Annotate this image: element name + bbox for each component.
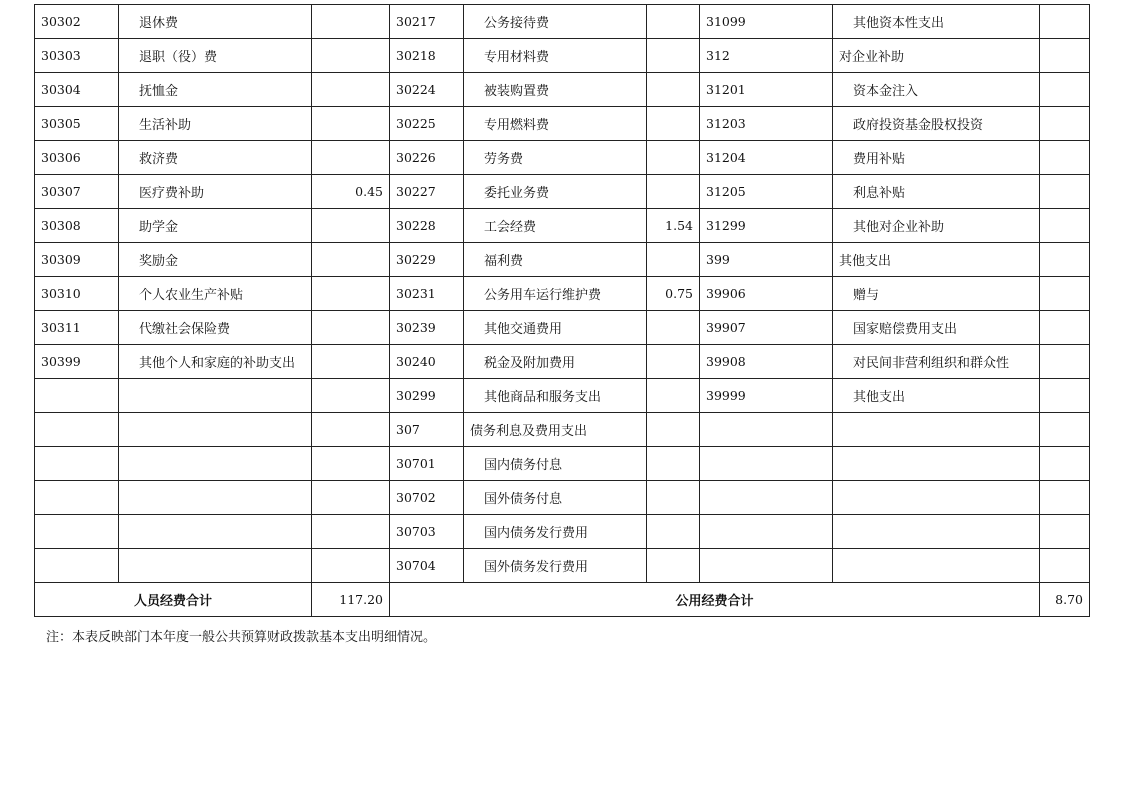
amount-cell (1040, 447, 1090, 481)
subject-code-cell (35, 379, 119, 413)
subject-name-cell: 公务接待费 (464, 5, 647, 39)
amount-cell (312, 243, 390, 277)
subject-code-cell (35, 447, 119, 481)
subject-code-cell: 31299 (700, 209, 833, 243)
subject-name-cell (833, 447, 1040, 481)
amount-cell (647, 549, 700, 583)
subject-name-cell: 其他交通费用 (464, 311, 647, 345)
amount-cell (647, 413, 700, 447)
table-row (35, 549, 1090, 583)
table-note: 注：本表反映部门本年度一般公共预算财政拨款基本支出明细情况。 (46, 630, 437, 645)
table-row (35, 141, 1090, 175)
subject-name-cell: 利息补贴 (833, 175, 1040, 209)
amount-cell (1040, 549, 1090, 583)
subject-code-cell: 30302 (35, 5, 119, 39)
personnel-total-label: 人员经费合计 (35, 583, 312, 617)
amount-cell (312, 141, 390, 175)
subject-name-cell: 国外债务发行费用 (464, 549, 647, 583)
amount-cell (1040, 515, 1090, 549)
subject-code-cell (35, 481, 119, 515)
amount-cell (1040, 277, 1090, 311)
amount-cell (647, 481, 700, 515)
table-row (35, 379, 1090, 413)
subject-code-cell: 30304 (35, 73, 119, 107)
table-row (35, 311, 1090, 345)
amount-cell (1040, 107, 1090, 141)
subject-code-cell (35, 549, 119, 583)
subject-code-cell: 30218 (390, 39, 464, 73)
subject-name-cell: 其他支出 (833, 243, 1040, 277)
subject-name-cell (119, 549, 312, 583)
subject-code-cell: 39908 (700, 345, 833, 379)
table-row (35, 39, 1090, 73)
amount-cell (312, 515, 390, 549)
subject-code-cell: 30703 (390, 515, 464, 549)
expenditure-detail-table (34, 4, 1090, 617)
subject-code-cell: 30299 (390, 379, 464, 413)
subject-code-cell: 30240 (390, 345, 464, 379)
subject-name-cell: 其他支出 (833, 379, 1040, 413)
amount-cell (312, 413, 390, 447)
subject-name-cell: 医疗费补助 (119, 175, 312, 209)
subject-code-cell: 30225 (390, 107, 464, 141)
subject-code-cell: 30217 (390, 5, 464, 39)
subject-name-cell: 国内债务付息 (464, 447, 647, 481)
personnel-total-value: 117.20 (312, 583, 390, 617)
subject-code-cell: 30231 (390, 277, 464, 311)
subject-code-cell (700, 413, 833, 447)
subject-name-cell: 国外债务付息 (464, 481, 647, 515)
subject-name-cell: 专用燃料费 (464, 107, 647, 141)
subject-name-cell: 生活补助 (119, 107, 312, 141)
amount-cell (312, 345, 390, 379)
subject-name-cell: 助学金 (119, 209, 312, 243)
subject-name-cell: 赠与 (833, 277, 1040, 311)
public-total-value: 8.70 (1040, 583, 1090, 617)
amount-cell (1040, 39, 1090, 73)
subject-code-cell: 39907 (700, 311, 833, 345)
subject-name-cell: 抚恤金 (119, 73, 312, 107)
amount-cell (1040, 5, 1090, 39)
subject-name-cell: 对企业补助 (833, 39, 1040, 73)
subject-code-cell: 30310 (35, 277, 119, 311)
subject-code-cell: 30399 (35, 345, 119, 379)
amount-cell: 0.75 (647, 277, 700, 311)
amount-cell (312, 73, 390, 107)
subject-name-cell: 代缴社会保险费 (119, 311, 312, 345)
table-row (35, 209, 1090, 243)
subject-name-cell (119, 379, 312, 413)
table-row (35, 447, 1090, 481)
subject-name-cell: 劳务费 (464, 141, 647, 175)
amount-cell (1040, 413, 1090, 447)
subject-code-cell (700, 515, 833, 549)
subject-code-cell: 30229 (390, 243, 464, 277)
totals-row (35, 583, 1090, 617)
subject-code-cell: 39999 (700, 379, 833, 413)
subject-code-cell: 30239 (390, 311, 464, 345)
amount-cell (312, 549, 390, 583)
amount-cell (647, 311, 700, 345)
amount-cell (312, 39, 390, 73)
subject-name-cell: 其他商品和服务支出 (464, 379, 647, 413)
table-row (35, 277, 1090, 311)
table-row (35, 515, 1090, 549)
amount-cell (312, 481, 390, 515)
amount-cell (647, 39, 700, 73)
subject-code-cell: 30702 (390, 481, 464, 515)
amount-cell (1040, 73, 1090, 107)
subject-name-cell (119, 481, 312, 515)
amount-cell (312, 209, 390, 243)
amount-cell (1040, 345, 1090, 379)
subject-code-cell (700, 447, 833, 481)
amount-cell (1040, 379, 1090, 413)
amount-cell (647, 243, 700, 277)
subject-name-cell: 对民间非营利组织和群众性 (833, 345, 1040, 379)
table-row (35, 175, 1090, 209)
subject-code-cell (700, 549, 833, 583)
table-row (35, 481, 1090, 515)
subject-code-cell: 30305 (35, 107, 119, 141)
subject-name-cell: 其他个人和家庭的补助支出 (119, 345, 312, 379)
subject-name-cell: 工会经费 (464, 209, 647, 243)
subject-code-cell: 30309 (35, 243, 119, 277)
subject-name-cell (833, 549, 1040, 583)
subject-code-cell: 31205 (700, 175, 833, 209)
subject-name-cell: 费用补贴 (833, 141, 1040, 175)
subject-name-cell: 税金及附加费用 (464, 345, 647, 379)
table-row (35, 413, 1090, 447)
subject-code-cell: 399 (700, 243, 833, 277)
subject-code-cell: 30704 (390, 549, 464, 583)
table-row (35, 5, 1090, 39)
subject-code-cell (700, 481, 833, 515)
amount-cell (1040, 481, 1090, 515)
subject-name-cell: 资本金注入 (833, 73, 1040, 107)
subject-code-cell (35, 413, 119, 447)
amount-cell (647, 141, 700, 175)
amount-cell (647, 73, 700, 107)
amount-cell (647, 107, 700, 141)
subject-name-cell (119, 447, 312, 481)
amount-cell (647, 515, 700, 549)
subject-code-cell: 30308 (35, 209, 119, 243)
amount-cell (312, 379, 390, 413)
amount-cell (647, 379, 700, 413)
subject-name-cell (119, 515, 312, 549)
subject-code-cell: 30306 (35, 141, 119, 175)
amount-cell (647, 5, 700, 39)
subject-code-cell: 31099 (700, 5, 833, 39)
subject-code-cell: 30307 (35, 175, 119, 209)
subject-name-cell: 救济费 (119, 141, 312, 175)
subject-code-cell: 31203 (700, 107, 833, 141)
subject-name-cell: 退休费 (119, 5, 312, 39)
subject-name-cell: 奖励金 (119, 243, 312, 277)
subject-code-cell: 307 (390, 413, 464, 447)
table-row (35, 107, 1090, 141)
subject-name-cell (833, 481, 1040, 515)
subject-name-cell: 退职（役）费 (119, 39, 312, 73)
subject-code-cell: 31201 (700, 73, 833, 107)
subject-name-cell: 福利费 (464, 243, 647, 277)
amount-cell (1040, 175, 1090, 209)
amount-cell (312, 5, 390, 39)
subject-code-cell: 31204 (700, 141, 833, 175)
amount-cell (647, 447, 700, 481)
subject-name-cell (119, 413, 312, 447)
table-row (35, 73, 1090, 107)
subject-name-cell: 公务用车运行维护费 (464, 277, 647, 311)
subject-code-cell: 30701 (390, 447, 464, 481)
subject-code-cell: 30311 (35, 311, 119, 345)
subject-code-cell: 312 (700, 39, 833, 73)
subject-name-cell: 专用材料费 (464, 39, 647, 73)
amount-cell (312, 107, 390, 141)
amount-cell (1040, 311, 1090, 345)
public-total-label: 公用经费合计 (390, 583, 1040, 617)
amount-cell: 1.54 (647, 209, 700, 243)
subject-code-cell: 30228 (390, 209, 464, 243)
subject-name-cell (833, 413, 1040, 447)
table-row (35, 243, 1090, 277)
amount-cell (647, 345, 700, 379)
table-row (35, 345, 1090, 379)
subject-name-cell: 国内债务发行费用 (464, 515, 647, 549)
amount-cell (1040, 141, 1090, 175)
subject-code-cell (35, 515, 119, 549)
subject-name-cell: 被装购置费 (464, 73, 647, 107)
subject-name-cell: 个人农业生产补贴 (119, 277, 312, 311)
subject-name-cell: 其他资本性支出 (833, 5, 1040, 39)
subject-code-cell: 39906 (700, 277, 833, 311)
subject-code-cell: 30303 (35, 39, 119, 73)
subject-name-cell: 政府投资基金股权投资 (833, 107, 1040, 141)
subject-code-cell: 30227 (390, 175, 464, 209)
subject-name-cell (833, 515, 1040, 549)
amount-cell (1040, 209, 1090, 243)
amount-cell: 0.45 (312, 175, 390, 209)
subject-name-cell: 其他对企业补助 (833, 209, 1040, 243)
subject-name-cell: 债务利息及费用支出 (464, 413, 647, 447)
subject-code-cell: 30226 (390, 141, 464, 175)
subject-name-cell: 委托业务费 (464, 175, 647, 209)
amount-cell (647, 175, 700, 209)
table-body (35, 5, 1090, 583)
amount-cell (312, 447, 390, 481)
amount-cell (312, 277, 390, 311)
subject-name-cell: 国家赔偿费用支出 (833, 311, 1040, 345)
subject-code-cell: 30224 (390, 73, 464, 107)
amount-cell (312, 311, 390, 345)
amount-cell (1040, 243, 1090, 277)
